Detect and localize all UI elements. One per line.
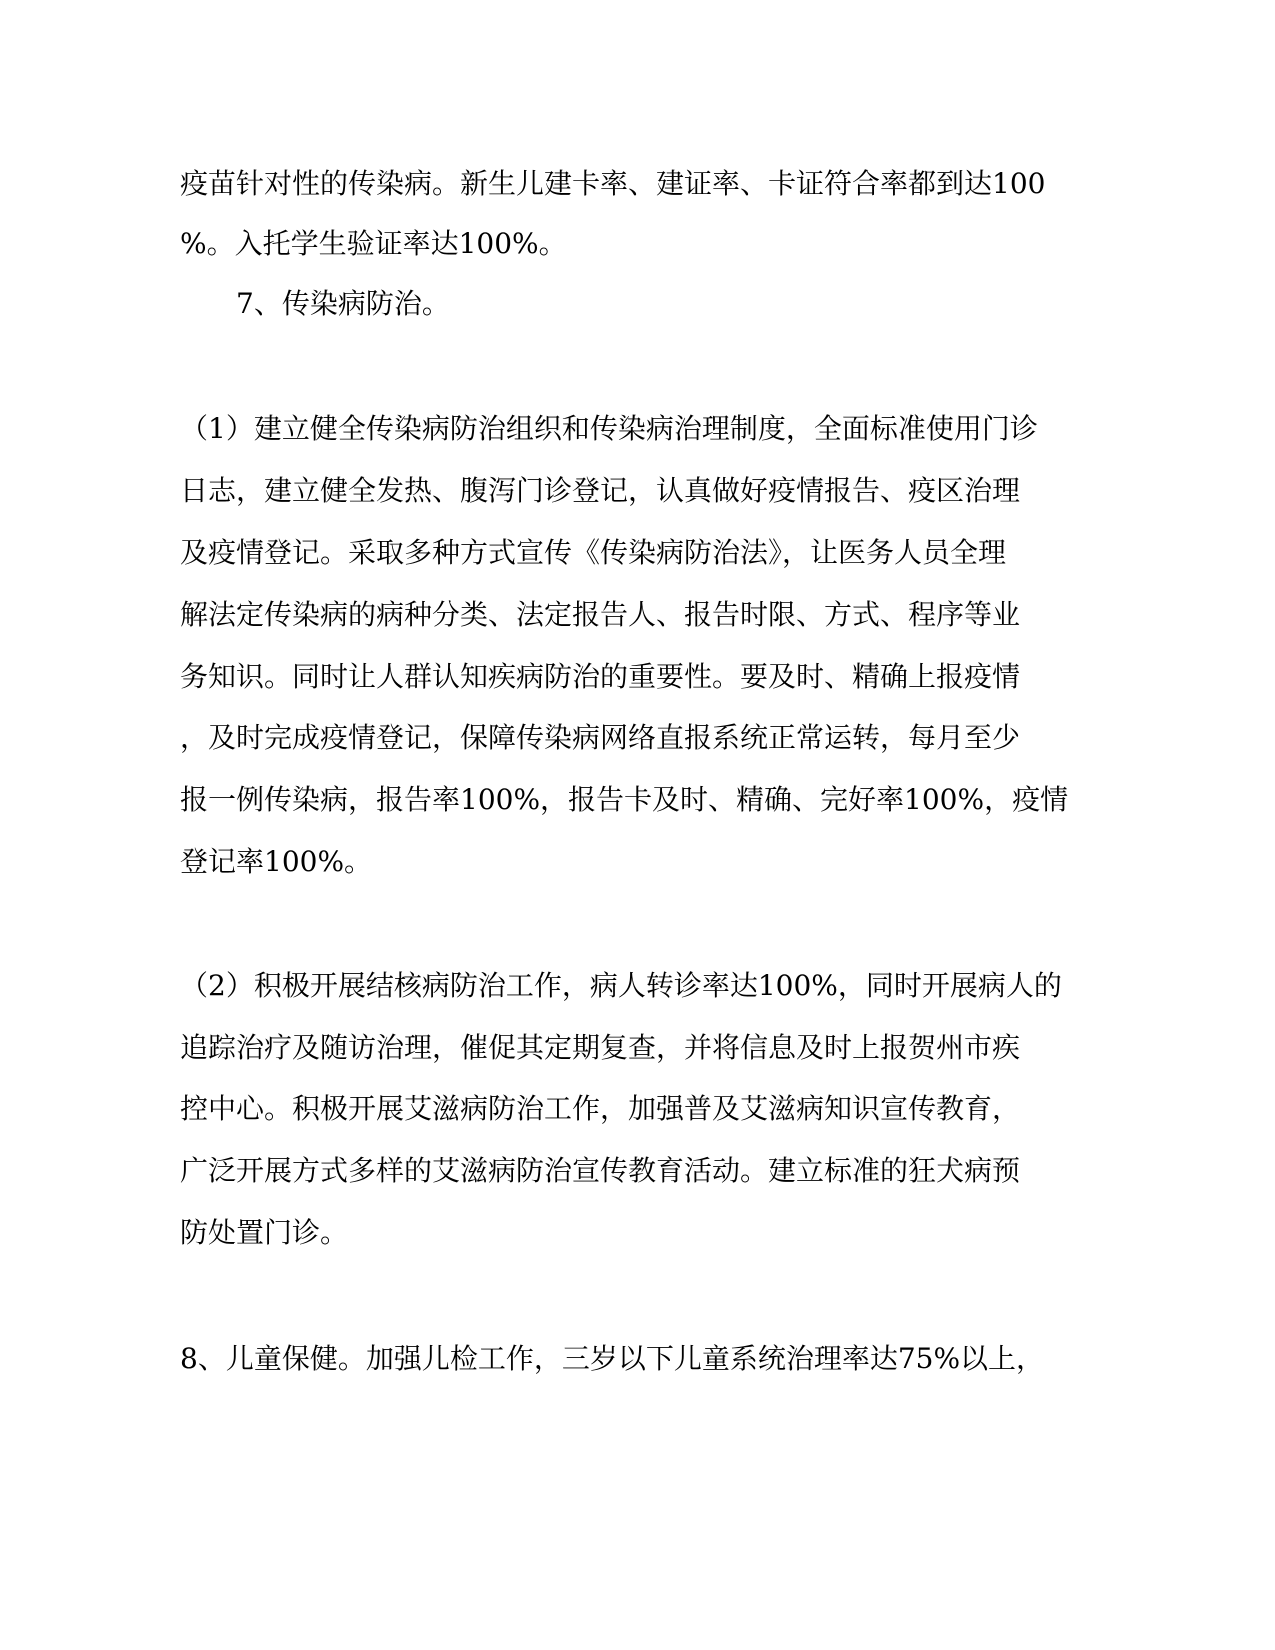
text-line: （2）积极开展结核病防治工作，病人转诊率达100%，同时开展病人的 [180,969,1062,1002]
text-line: 务知识。同时让人群认知疾病防治的重要性。要及时、精确上报疫情 [180,660,1021,693]
text-line: （1）建立健全传染病防治组织和传染病治理制度，全面标准使用门诊 [180,412,1038,445]
text-line: 广泛开展方式多样的艾滋病防治宣传教育活动。建立标准的狂犬病预 [180,1154,1021,1187]
text-line: 登记率100%。 [180,845,373,878]
text-line: 日志，建立健全发热、腹泻门诊登记，认真做好疫情报告、疫区治理 [180,474,1021,507]
text-line: 防处置门诊。 [180,1216,349,1249]
text-line: 及疫情登记。采取多种方式宣传《传染病防治法》，让医务人员全理 [180,536,1007,569]
text-line: 疫苗针对性的传染病。新生儿建卡率、建证率、卡证符合率都到达100 [180,167,1046,200]
text-line: %。入托学生验证率达100%。 [180,227,567,260]
text-line: 报一例传染病，报告率100%，报告卡及时、精确、完好率100%，疫情 [180,783,1069,816]
text-line: 控中心。积极开展艾滋病防治工作，加强普及艾滋病知识宣传教育， [180,1092,1021,1125]
text-line: ，及时完成疫情登记，保障传染病网络直报系统正常运转，每月至少 [180,721,1021,754]
text-line: 追踪治疗及随访治理，催促其定期复查，并将信息及时上报贺州市疾 [180,1031,1021,1064]
text-line: 解法定传染病的病种分类、法定报告人、报告时限、方式、程序等业 [180,598,1021,631]
section-heading: 7、传染病防治。 [236,287,450,320]
section-heading: 8、儿童保健。加强儿检工作，三岁以下儿童系统治理率达75%以上， [180,1342,1045,1375]
